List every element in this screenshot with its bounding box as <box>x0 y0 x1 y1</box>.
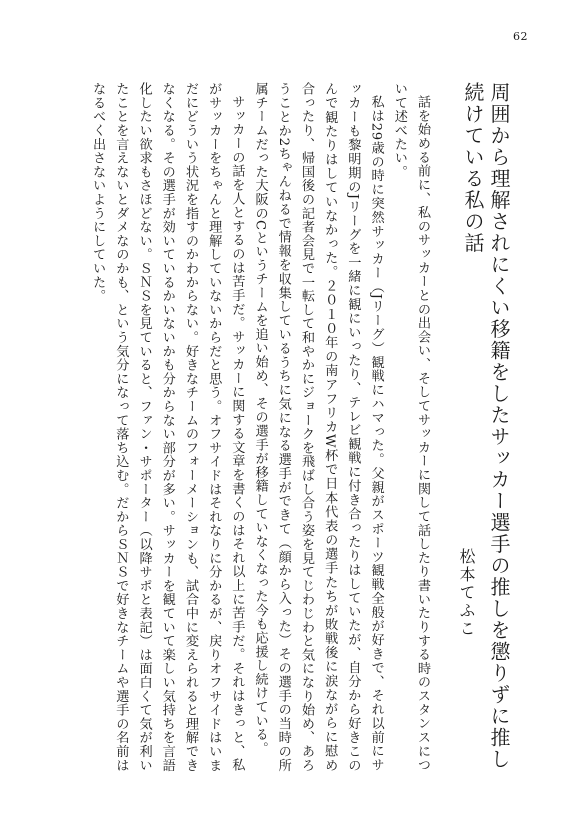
page-number: 62 <box>513 30 528 43</box>
body-paragraph: 話を始める前に、私のサッカーとの出会い、そしてサッカーに関して話したり書いたりする時のスタンスについて述べたい。 <box>391 82 430 772</box>
article-title: 周囲から理解されにくい移籍をしたサッカー選手の推しを懲りずに推し続けている私の話 <box>461 82 511 770</box>
body-paragraph: 私は29歳の時に突然サッカー（Jリーグ）観戦にハマった。父親がスポーツ観戦全般が好きで、それ以前にサッカーも黎明期のJリーグを一緒に観にいったり、テレビ観戦に付き合ったりはしていたが、自分から好きこのんで観たりはしていなかった。２０１０年の南アフリカW杯で日本代表の選手たちが敗戦後に涙ながらに慰め合ったり、帰国後の記者会見で一転して和やかにジョークを飛ばし合う姿を見てじわじわと気になり始め、あろうことか2ちゃんねるで情報を収集しているうちに気になる選手ができて（顔から入った）その選手の当時の所属チームだった大阪のCというチームを追い始め、その選手が移籍していなくなった今も応援し続けている。 <box>252 82 384 772</box>
author-name: 松本てふこ <box>457 548 476 638</box>
body-paragraph: サッカーの話を人とするのは苦手だ。サッカーに関する文章を書くのはそれ以上に苦手だ。それはきっと、私がサッカーをちゃんと理解していないからだと思う。オフサイドはそれなりに分かるが、戻りオフサイドはいまだにどういう状況を指すのかわからない。好きなチームのフォーメーションも、試合中に変えられると理解できなくなる。その選手が効いているかいないかも分からない部分が多い。サッカーを観ていて楽しい気持ちを言語化したい欲求もさほどない。ＳＮＳを見ていると、ファン・サポーター（以降サポと表記）は面白くて気が利いたことを言えないとダメなのかも、という気分になって落ち込む。だからＳＮＳで好きなチームや選手の名前はなるべく出さないようにしていた。 <box>90 82 245 772</box>
article-body <box>84 82 434 772</box>
